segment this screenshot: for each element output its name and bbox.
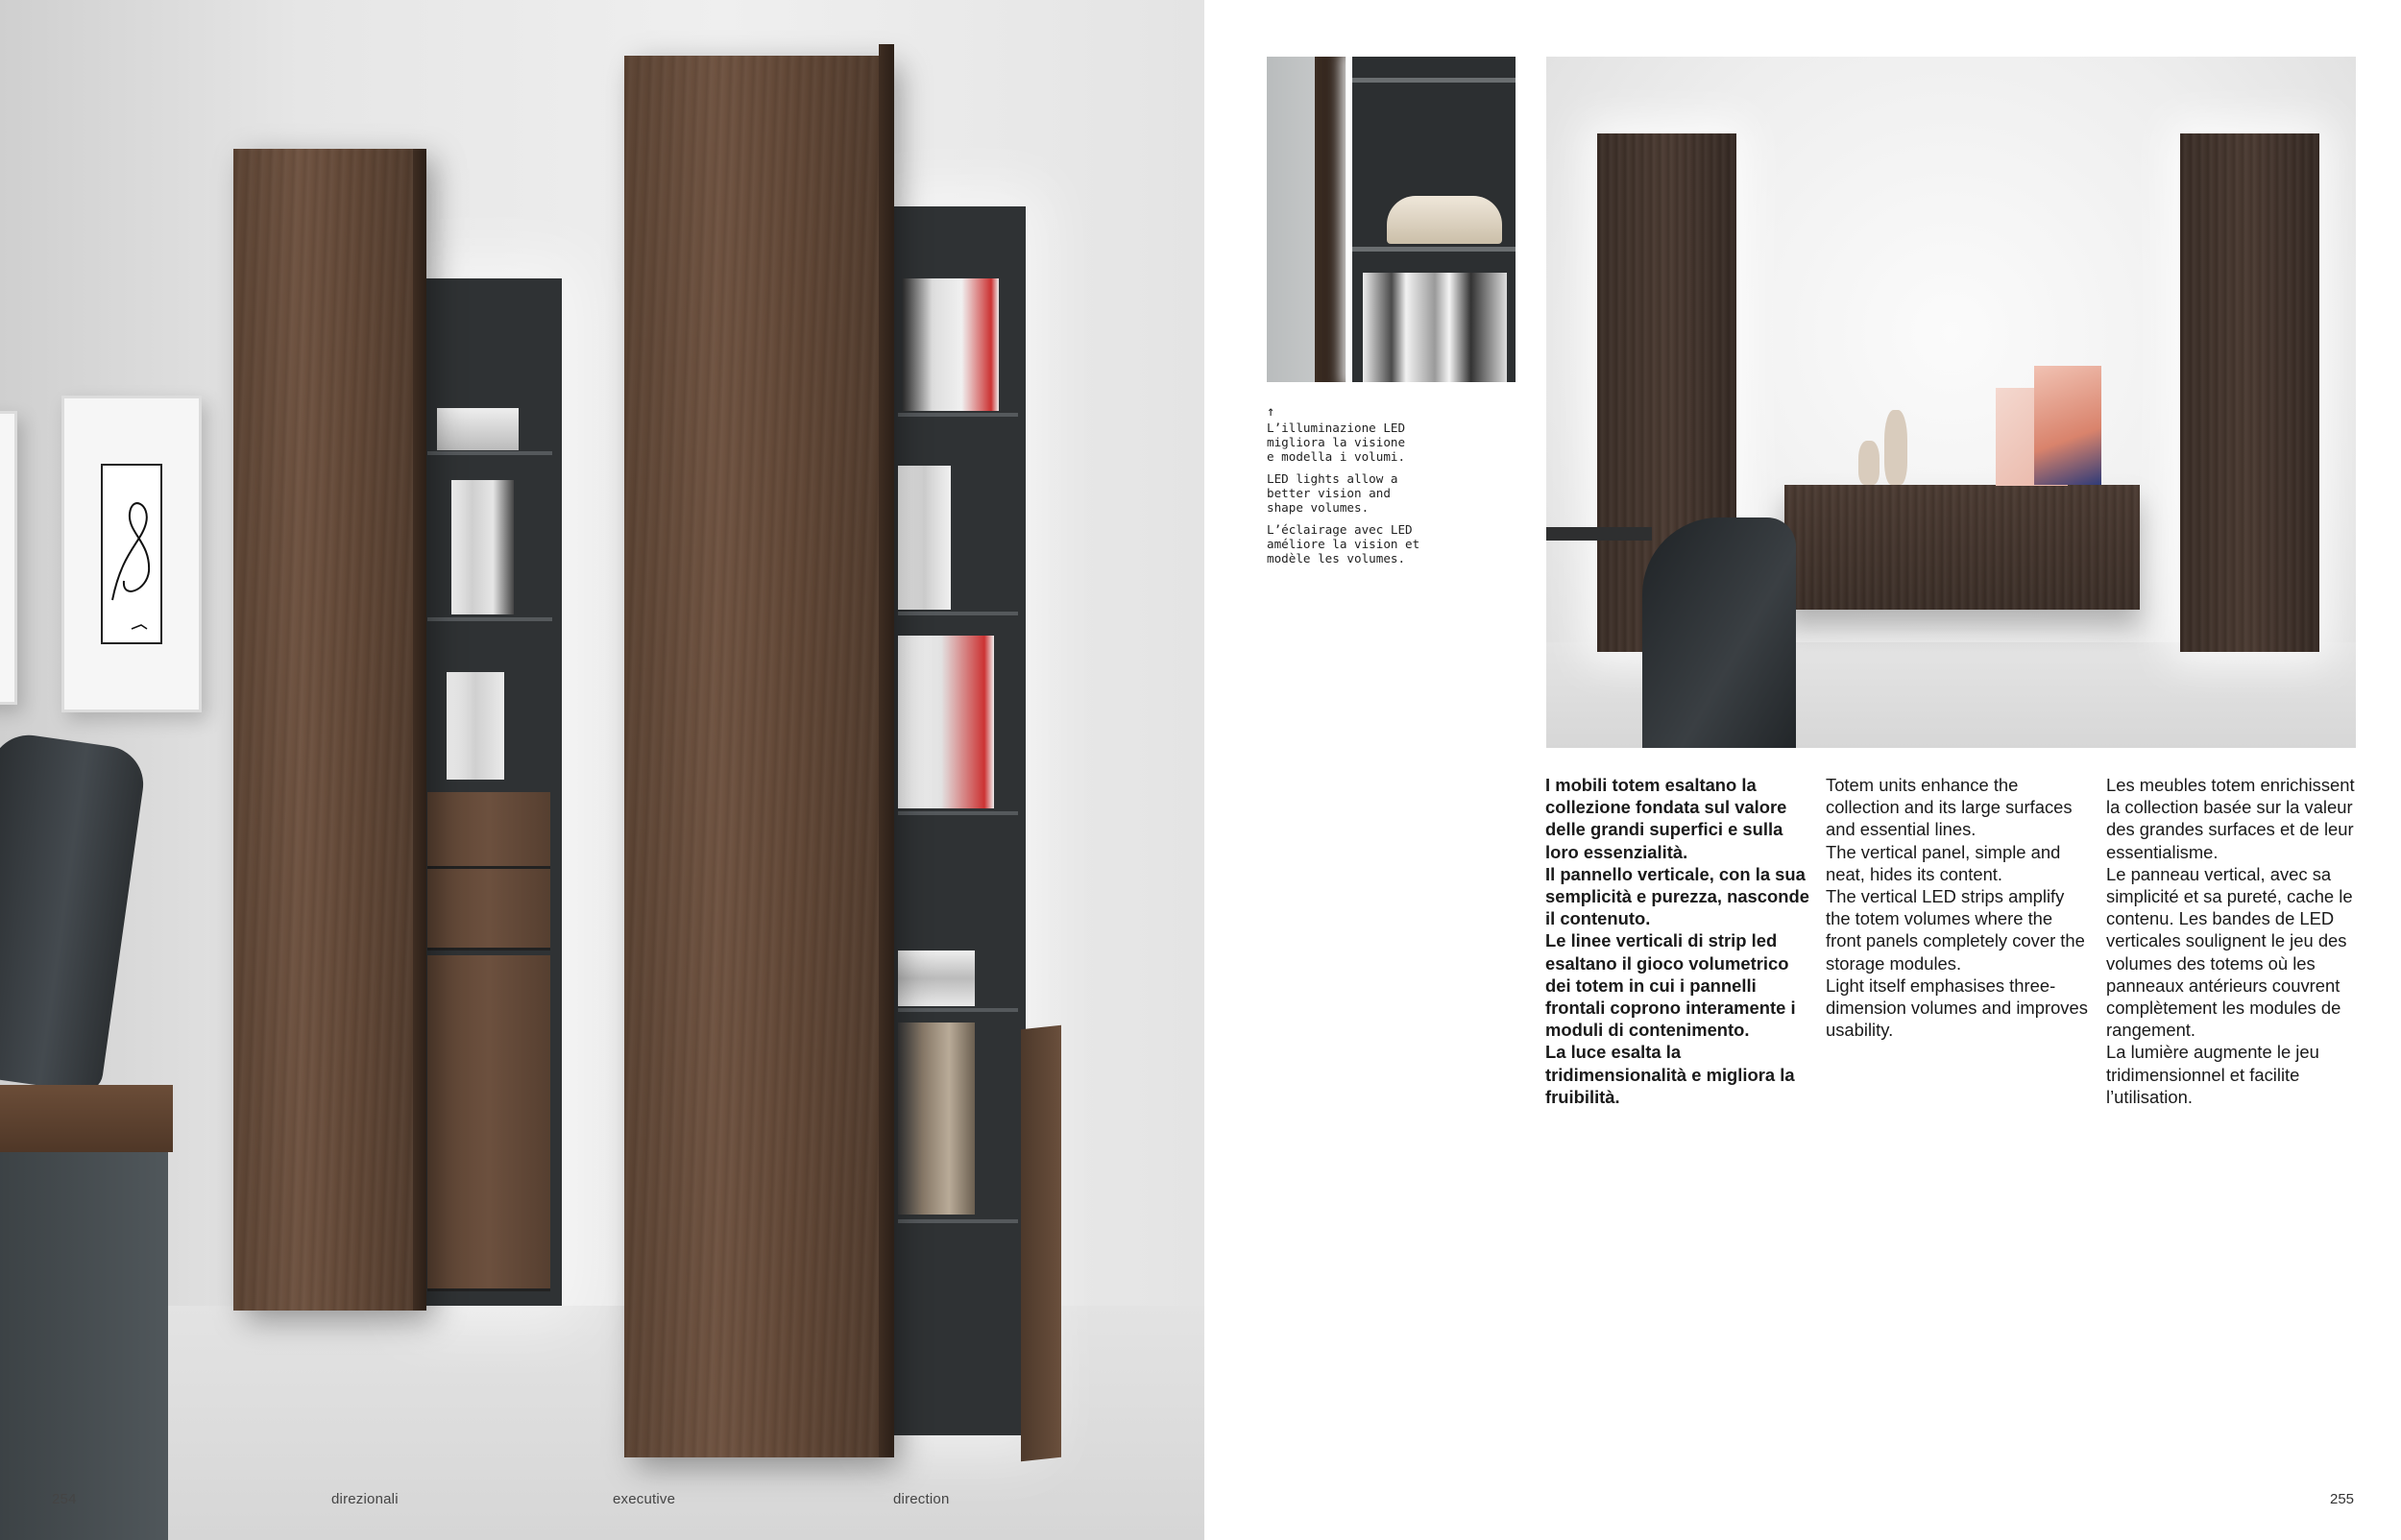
drawer — [427, 869, 550, 950]
paragraph: Light itself emphasises three-dimension volumes and improves usability. — [1826, 975, 2088, 1041]
caption-en: LED lights allow a better vision and shape volumes. — [1267, 471, 1398, 515]
squirrel-sketch-icon — [103, 466, 162, 648]
vase — [1858, 441, 1880, 485]
shelf — [427, 451, 552, 455]
footer-section-en: executive — [613, 1491, 676, 1507]
page-number-left: 254 — [52, 1491, 77, 1507]
page-number-right: 255 — [2330, 1491, 2355, 1507]
open-cabinet-door — [1021, 1025, 1061, 1461]
paragraph: La lumière augmente le jeu tridimensionnel et facilite l’utilisation. — [2106, 1042, 2319, 1107]
books — [898, 636, 994, 808]
cabinet-door — [427, 955, 550, 1291]
paragraph: Il pannello verticale, con la sua semplicità e purezza, nasconde il contenuto. — [1545, 863, 1809, 929]
shelf — [898, 413, 1018, 417]
totem-panel-right — [624, 56, 888, 1457]
line-drawing-artwork — [101, 464, 162, 644]
shelf — [1352, 78, 1516, 83]
shelf — [1352, 247, 1516, 252]
desk-top — [0, 1085, 173, 1152]
shelf — [898, 1008, 1018, 1012]
shelf — [898, 612, 1018, 615]
desk-side — [0, 1152, 168, 1540]
wall-frame-partial — [0, 411, 17, 705]
arrow-up-icon: ↑ — [1267, 404, 1275, 420]
totem-panels-sideboard-photo — [1546, 57, 2356, 748]
abstract-art-print — [2034, 366, 2101, 485]
totem-panel-left — [233, 149, 423, 1311]
books — [903, 278, 999, 411]
panel-edge — [879, 44, 894, 1457]
open-book — [1387, 196, 1502, 244]
books — [898, 1023, 975, 1215]
shelf — [898, 1219, 1018, 1223]
books — [898, 466, 951, 610]
books — [447, 672, 504, 780]
paragraph: The vertical LED strips amplify the totem volumes where the front panels completely cover the storage modules. — [1826, 886, 2085, 974]
body-text-french — [2106, 774, 2358, 1108]
paragraph: Les meubles totem enrichissent la collection basée sur la valeur des grandes surfaces et de leur essentialisme. — [2106, 775, 2355, 862]
books — [451, 480, 514, 614]
books — [898, 950, 975, 1006]
shelf — [427, 617, 552, 621]
paragraph: I mobili totem esaltano la collezione fondata sul valore delle grandi superfici e sulla loro essenzialità. — [1545, 775, 1787, 862]
panel-edge — [413, 149, 426, 1311]
paragraph: The vertical panel, simple and neat, hides its content. — [1826, 841, 2061, 884]
wood-panel-edge — [1315, 57, 1346, 382]
led-shelf-detail-photo — [1267, 57, 1516, 382]
books — [437, 408, 519, 450]
caption-fr: L’éclairage avec LED améliore la vision et modèle les volumes. — [1267, 522, 1420, 565]
paragraph: Totem units enhance the collection and its large surfaces and essential lines. — [1826, 775, 2073, 840]
books — [1363, 273, 1507, 382]
paragraph: La luce esalta la tridimensionalità e migliora la fruibilità. — [1545, 1042, 1795, 1107]
paragraph: Le linee verticali di strip led esaltano il gioco volumetrico dei totem in cui i pannelli frontali coprono interamente i moduli di contenimento. — [1545, 930, 1796, 1041]
office-chair — [1642, 517, 1796, 748]
table — [1546, 527, 1652, 541]
wall-sideboard — [1784, 485, 2140, 610]
caption-it: L’illuminazione LED migliora la visione e modella i volumi. — [1267, 421, 1406, 464]
footer-section-it: direzionali — [331, 1491, 399, 1507]
office-chair — [0, 731, 148, 1095]
paragraph: Le panneau vertical, avec sa simplicité et sa pureté, cache le contenu. Les bandes de LED verticales soulignent le jeu des volumes des totems où les panneaux antérieurs couvrent complètement les modules de rangement. — [2106, 863, 2353, 1041]
vase — [1884, 410, 1907, 485]
body-text-italian — [1545, 774, 1809, 1108]
drawer — [427, 792, 550, 869]
body-text-english — [1826, 774, 2090, 1041]
footer-section-fr: direction — [893, 1491, 950, 1507]
wall-frame-picture — [61, 396, 202, 712]
shelf — [898, 811, 1018, 815]
photo-caption — [1267, 405, 1468, 573]
totem-panel-right — [2180, 133, 2319, 652]
